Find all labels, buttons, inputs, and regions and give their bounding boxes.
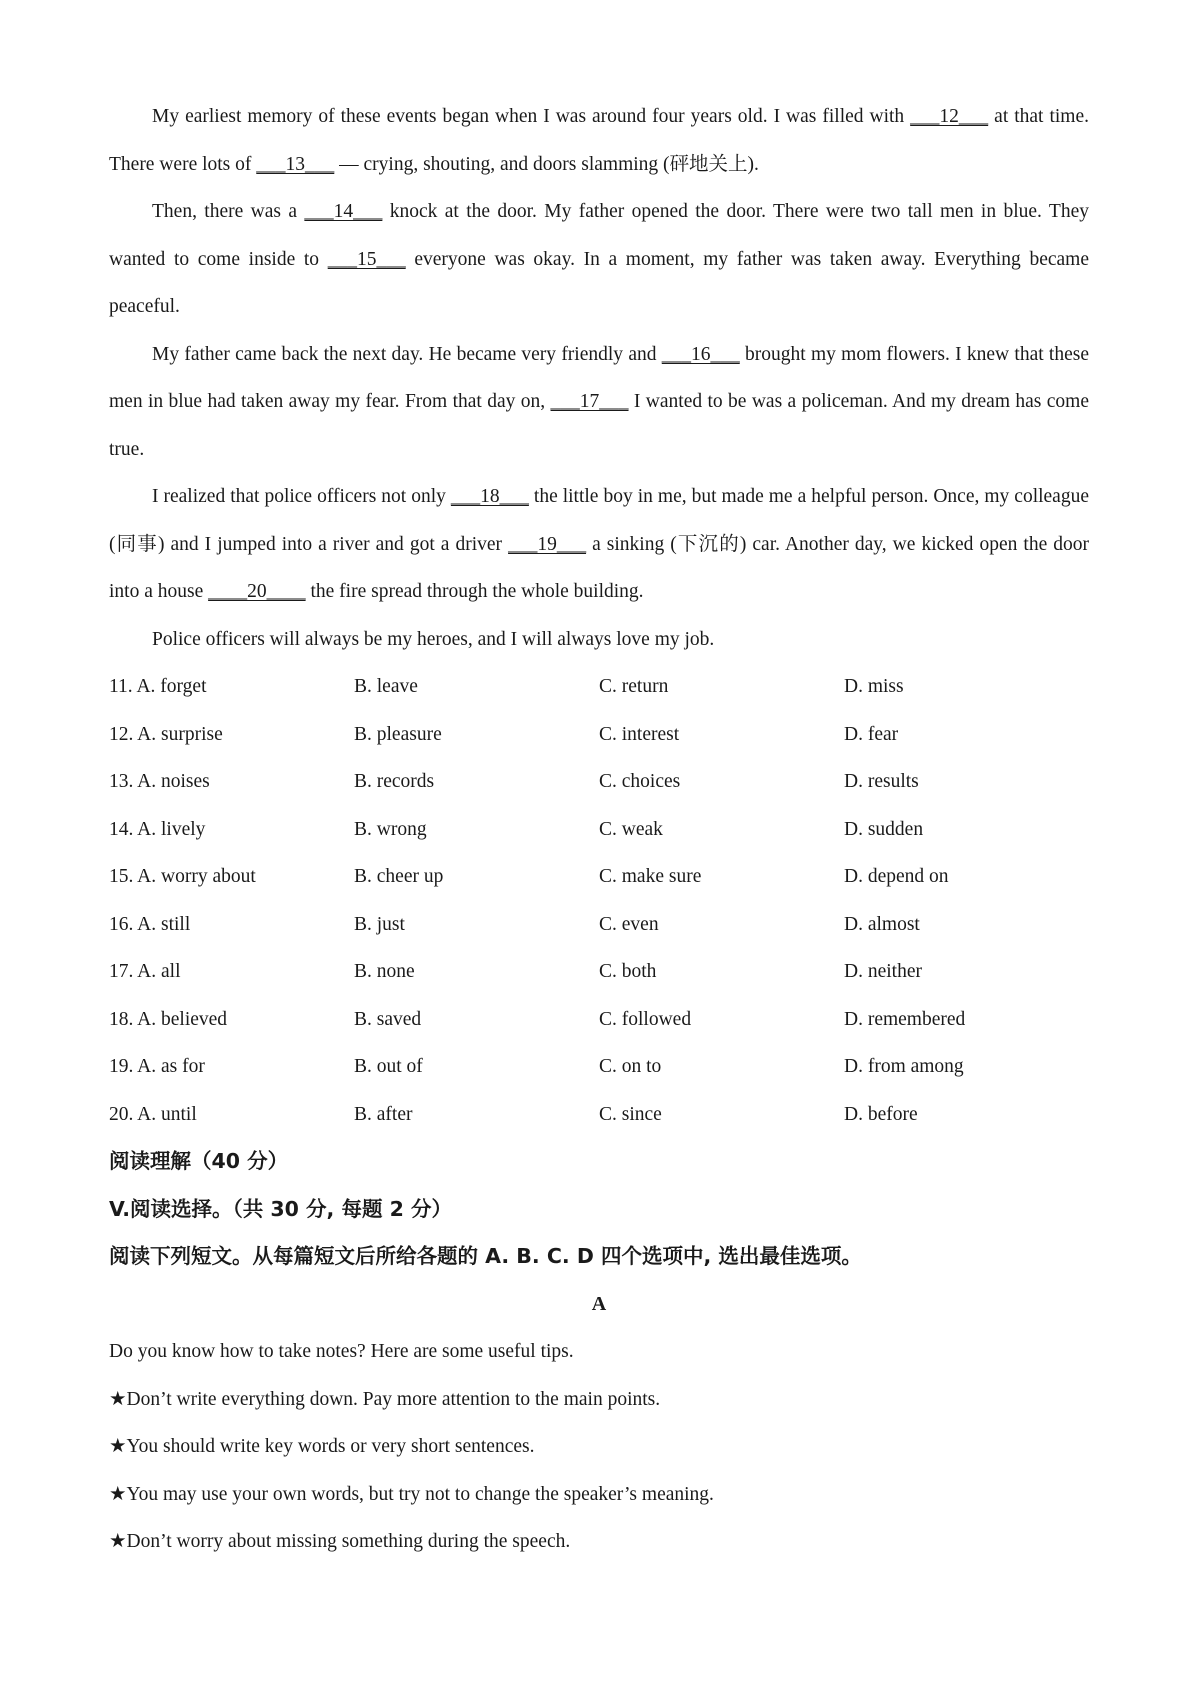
option-b: B. leave bbox=[354, 676, 418, 697]
blank-18: ___18___ bbox=[450, 486, 529, 507]
option-a: 13. A. noises bbox=[109, 771, 210, 792]
blank-13: ___13___ bbox=[256, 153, 335, 175]
option-c: C. choices bbox=[599, 771, 681, 792]
option-c: C. interest bbox=[599, 723, 680, 745]
tip-item: ★Don’t worry about missing something during the speech. bbox=[109, 1531, 571, 1552]
option-row-13 bbox=[109, 758, 1089, 806]
option-row-18 bbox=[109, 996, 1089, 1044]
paragraph-1 bbox=[109, 93, 1089, 188]
option-d: D. results bbox=[844, 771, 919, 792]
tip-item: ★Don’t write everything down. Pay more attention to the main points. bbox=[109, 1388, 661, 1410]
text: a sinking (下沉的) car. Another day, we kicked open the door into a house bbox=[109, 533, 1089, 602]
option-c: C. since bbox=[599, 1103, 662, 1125]
text: Then, there was a bbox=[152, 201, 305, 222]
text: knock at the door. My father opened the door. There were two tall men in blue. They wanted to come inside to bbox=[109, 201, 1089, 270]
blank-14: ___14___ bbox=[304, 201, 383, 222]
option-b: B. just bbox=[354, 913, 405, 935]
option-d: D. sudden bbox=[844, 818, 924, 840]
option-d: D. depend on bbox=[844, 866, 949, 887]
option-b: B. saved bbox=[354, 1008, 422, 1030]
option-d: D. from among bbox=[844, 1056, 964, 1077]
option-row-19 bbox=[109, 1043, 1089, 1091]
option-row-20 bbox=[109, 1091, 1089, 1139]
blank-17: ___17___ bbox=[550, 391, 629, 412]
option-d: D. remembered bbox=[844, 1008, 966, 1030]
exam-page bbox=[109, 0, 1089, 1566]
text: brought my mom flowers. I knew that these men in blue had taken away my fear. From that day on, bbox=[109, 343, 1089, 412]
option-d: D. miss bbox=[844, 676, 904, 697]
options-list bbox=[109, 663, 1089, 1138]
option-a: 15. A. worry about bbox=[109, 866, 256, 887]
text: I wanted to be was a policeman. And my dream has come true. bbox=[109, 391, 1089, 460]
text: the fire spread through the whole building. bbox=[305, 581, 644, 602]
option-row-11 bbox=[109, 663, 1089, 711]
option-a: 12. A. surprise bbox=[109, 723, 223, 745]
option-row-16 bbox=[109, 901, 1089, 949]
blank-15: ___15___ bbox=[327, 248, 406, 270]
paragraph-4 bbox=[109, 473, 1089, 616]
passage-intro: Do you know how to take notes? Here are some useful tips. bbox=[109, 1341, 574, 1362]
option-d: D. neither bbox=[844, 961, 922, 982]
option-a: 18. A. believed bbox=[109, 1008, 228, 1030]
option-a: 14. A. lively bbox=[109, 818, 206, 840]
option-b: B. wrong bbox=[354, 818, 427, 840]
option-a: 17. A. all bbox=[109, 961, 181, 982]
text: — crying, shouting, and doors slamming (砰地关上). bbox=[334, 153, 759, 175]
section-title: 阅读理解（40 分） bbox=[109, 1149, 289, 1173]
paragraph-5: Police officers will always be my heroes, and I will always love my job. bbox=[152, 628, 715, 650]
option-b: B. cheer up bbox=[354, 866, 444, 887]
option-a: 11. A. forget bbox=[109, 676, 207, 697]
text: at that time. There were lots of bbox=[109, 106, 1089, 175]
text: My earliest memory of these events began when I was around four years old. I was filled with bbox=[152, 106, 911, 127]
paragraph-3 bbox=[109, 331, 1089, 474]
option-b: B. none bbox=[354, 961, 415, 982]
text: My father came back the next day. He became very friendly and bbox=[152, 343, 662, 365]
option-c: C. return bbox=[599, 676, 669, 697]
blank-12: ___12___ bbox=[910, 106, 989, 127]
section-subtitle: V.阅读选择。（共 30 分, 每题 2 分） bbox=[109, 1196, 453, 1221]
option-row-12 bbox=[109, 711, 1089, 759]
option-a: 19. A. as for bbox=[109, 1056, 205, 1077]
text: the little boy in me, but made me a helpful person. Once, my colleague (同事) and I jumped into a river and got a driver bbox=[109, 486, 1089, 555]
option-d: D. fear bbox=[844, 723, 899, 745]
option-d: D. almost bbox=[844, 913, 920, 935]
option-b: B. pleasure bbox=[354, 723, 442, 745]
tip-item: ★You may use your own words, but try not to change the speaker’s meaning. bbox=[109, 1483, 714, 1505]
text: everyone was okay. In a moment, my father was taken away. Everything became peaceful. bbox=[109, 248, 1089, 317]
option-row-15 bbox=[109, 853, 1089, 901]
option-a: 20. A. until bbox=[109, 1103, 197, 1125]
option-a: 16. A. still bbox=[109, 913, 191, 935]
section-instruction: 阅读下列短文。从每篇短文后所给各题的 A. B. C. D 四个选项中, 选出最佳选项。 bbox=[109, 1244, 862, 1268]
option-c: C. on to bbox=[599, 1056, 662, 1077]
option-b: B. out of bbox=[354, 1056, 423, 1077]
blank-16: ___16___ bbox=[661, 343, 740, 365]
blank-20: ____20____ bbox=[208, 581, 306, 602]
option-row-17 bbox=[109, 948, 1089, 996]
passage-label: A bbox=[591, 1292, 607, 1315]
option-b: B. records bbox=[354, 771, 435, 792]
option-c: C. make sure bbox=[599, 866, 702, 887]
option-d: D. before bbox=[844, 1103, 918, 1125]
blank-19: ___19___ bbox=[508, 533, 587, 555]
option-row-14 bbox=[109, 806, 1089, 854]
option-c: C. followed bbox=[599, 1008, 692, 1030]
option-c: C. weak bbox=[599, 818, 663, 840]
paragraph-2 bbox=[109, 188, 1089, 331]
option-b: B. after bbox=[354, 1103, 413, 1125]
text: I realized that police officers not only bbox=[152, 486, 451, 507]
option-c: C. even bbox=[599, 913, 659, 935]
tip-item: ★You should write key words or very short sentences. bbox=[109, 1436, 535, 1457]
option-c: C. both bbox=[599, 961, 657, 982]
cloze-passage bbox=[109, 0, 1089, 663]
